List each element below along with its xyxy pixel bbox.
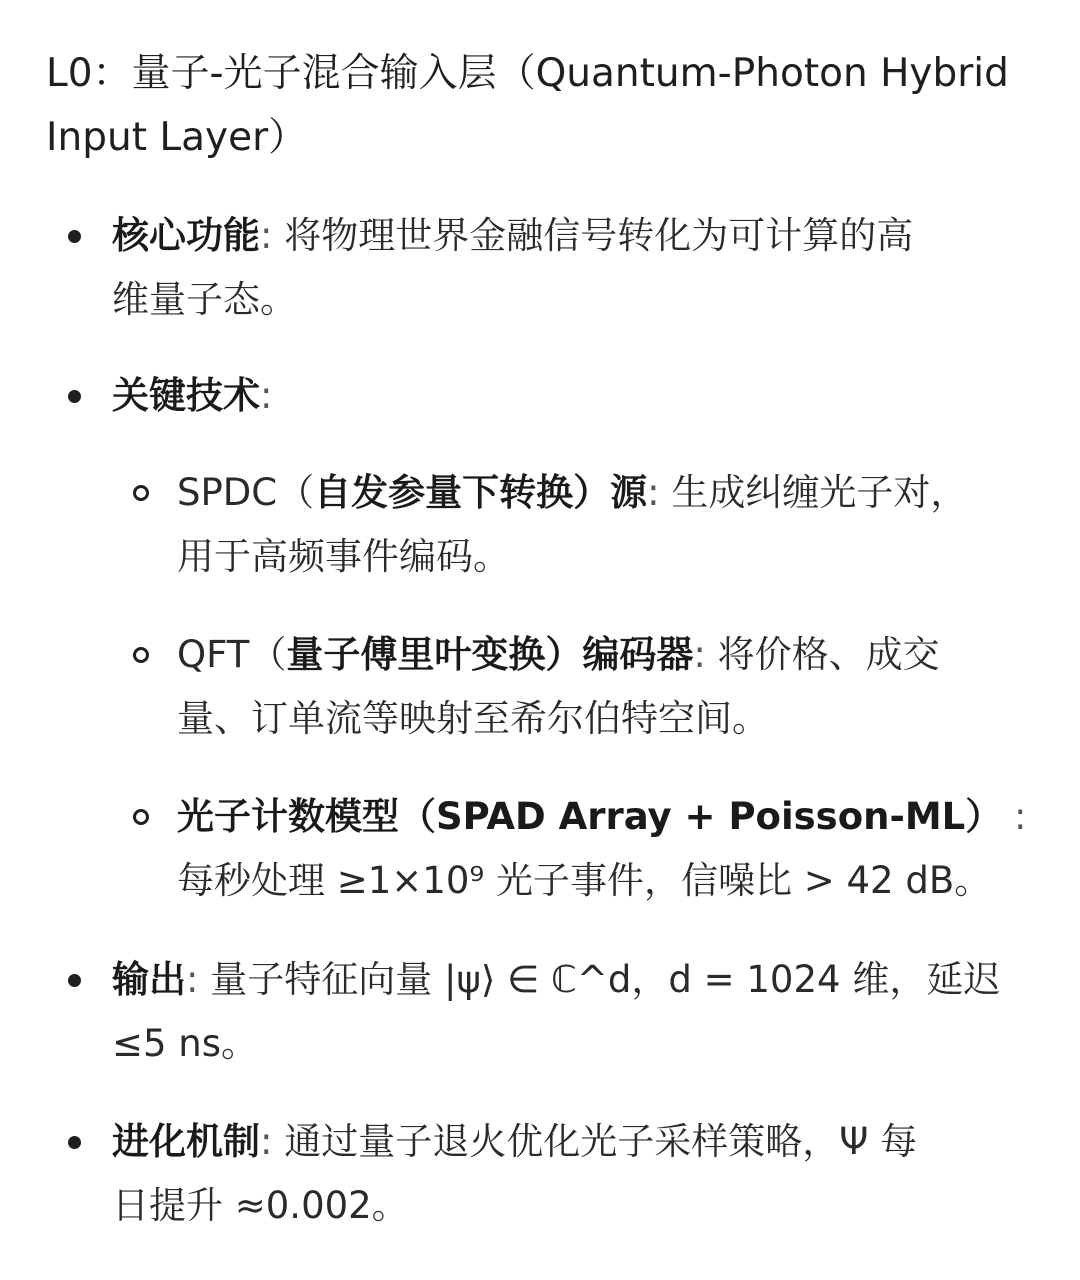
sub-item-line-2: 用于高频事件编码。 bbox=[177, 535, 510, 578]
heading-line-2: Input Layer） bbox=[46, 115, 308, 160]
sub-item-text bbox=[177, 623, 1045, 751]
bullet-text bbox=[112, 364, 1042, 428]
sub-item-separator: : bbox=[647, 471, 672, 514]
heading-line-1: L0：量子-光子混合输入层（Quantum-Photon Hybrid bbox=[46, 51, 1009, 96]
sub-item-term: 量子傅里叶变换）编码器 bbox=[286, 633, 694, 676]
sub-item-prefix: QFT（ bbox=[177, 633, 287, 676]
bullet-text bbox=[112, 1110, 1042, 1238]
bullet-separator: : bbox=[260, 214, 285, 257]
bullet-dot-icon bbox=[68, 390, 81, 403]
bullet-line-1: 通过量子退火优化光子采样策略，Ψ 每 bbox=[284, 1120, 918, 1163]
bullet-term: 进化机制 bbox=[112, 1120, 260, 1163]
bullet-line-2: 日提升 ≈0.002。 bbox=[112, 1184, 409, 1227]
bullet-term: 输出 bbox=[112, 958, 186, 1001]
bullet-line-1: 将物理世界金融信号转化为可计算的高 bbox=[284, 214, 914, 257]
bullet-line-2: ≤5 ns。 bbox=[112, 1022, 259, 1065]
sub-item-line-2: 每秒处理 ≥1×10⁹ 光子事件，信噪比 > 42 dB。 bbox=[177, 859, 992, 902]
bullet-text bbox=[112, 948, 1042, 1076]
sub-item-line-1: 将价格、成交 bbox=[717, 633, 940, 676]
section-heading bbox=[46, 42, 1046, 170]
sub-item-prefix: SPDC（ bbox=[177, 471, 315, 514]
sub-item-term: 光子计数模型（SPAD Array + Poisson-ML） bbox=[177, 795, 1003, 838]
sub-item-term: 自发参量下转换）源 bbox=[314, 471, 648, 514]
sub-item-text bbox=[177, 785, 1045, 913]
sub-bullet-circle-icon bbox=[133, 809, 149, 825]
bullet-separator: : bbox=[260, 1120, 285, 1163]
bullet-term: 核心功能 bbox=[112, 214, 260, 257]
sub-item-line-1: 生成纠缠光子对， bbox=[671, 471, 968, 514]
sub-item-line-2: 量、订单流等映射至希尔伯特空间。 bbox=[177, 697, 769, 740]
bullet-separator: : bbox=[260, 374, 273, 417]
bullet-dot-icon bbox=[68, 974, 81, 987]
bullet-dot-icon bbox=[68, 230, 81, 243]
sub-item-separator: : bbox=[693, 633, 718, 676]
bullet-term: 关键技术 bbox=[112, 374, 260, 417]
sub-item-separator: : bbox=[1002, 795, 1027, 838]
sub-item-text bbox=[177, 461, 1045, 589]
bullet-separator: : bbox=[186, 958, 211, 1001]
sub-bullet-circle-icon bbox=[133, 647, 149, 663]
bullet-dot-icon bbox=[68, 1136, 81, 1149]
sub-bullet-circle-icon bbox=[133, 485, 149, 501]
bullet-text bbox=[112, 204, 1042, 332]
bullet-line-1: 量子特征向量 |ψ⟩ ∈ ℂ^d，d = 1024 维，延迟 bbox=[210, 958, 1001, 1001]
bullet-line-2: 维量子态。 bbox=[112, 278, 297, 321]
